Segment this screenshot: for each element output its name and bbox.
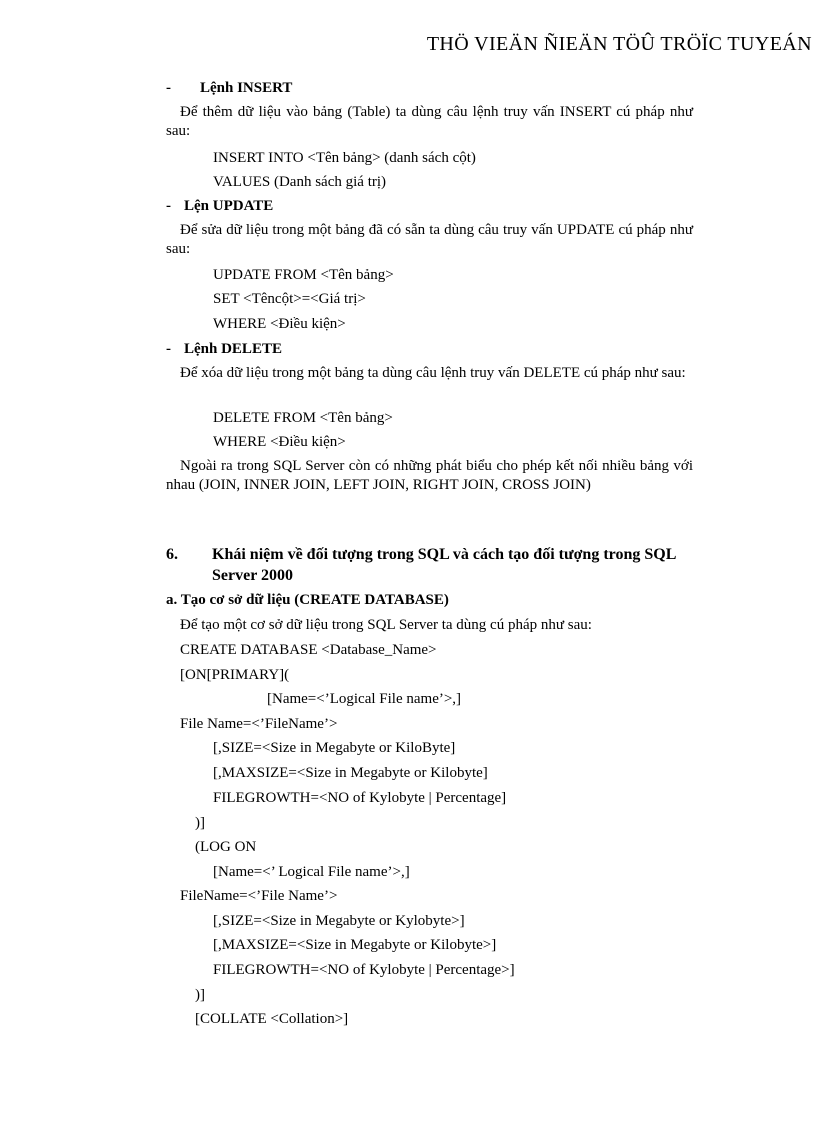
- section-6-title-line-1: [166, 545, 676, 564]
- subsection-a-heading: a. Tạo cơ sở dữ liệu (CREATE DATABASE): [166, 592, 449, 608]
- create-db-code-line-7: FILEGROWTH=<NO of Kylobyte | Percentage]: [213, 790, 507, 806]
- insert-code-line-2: VALUES (Danh sách giá trị): [213, 174, 387, 190]
- create-db-code-line-16: [COLLATE <Collation>]: [195, 1011, 349, 1027]
- create-db-code-line-6: [,MAXSIZE=<Size in Megabyte or Kilobyte]: [213, 765, 488, 781]
- update-heading: - Lện UPDATE: [166, 198, 274, 214]
- insert-heading: - Lệnh INSERT: [166, 80, 293, 96]
- section-6-title-text: Khái niệm về đối tượng trong SQL và cách tạo đối tượng trong SQL: [212, 546, 677, 563]
- insert-heading-text: Lệnh INSERT: [200, 80, 293, 96]
- update-description: Để sửa dữ liệu trong một bảng đã có sẵn ta dùng câu truy vấn UPDATE cú pháp như sau:: [166, 222, 693, 257]
- update-heading-text: Lện UPDATE: [184, 198, 274, 214]
- create-db-code-line-11: FileName=<’File Name’>: [180, 888, 338, 904]
- subsection-a-intro: Để tạo một cơ sở dữ liệu trong SQL Server ta dùng cú pháp như sau:: [180, 617, 592, 633]
- delete-heading: - Lệnh DELETE: [166, 341, 282, 357]
- update-code-line-3: WHERE <Điều kiện>: [213, 316, 346, 332]
- create-db-code-line-9: (LOG ON: [195, 839, 257, 855]
- update-code-line-1: UPDATE FROM <Tên bảng>: [213, 267, 394, 283]
- insert-description: Để thêm dữ liệu vào bảng (Table) ta dùng câu lệnh truy vấn INSERT cú pháp như sau:: [166, 104, 693, 139]
- create-db-code-line-12: [,SIZE=<Size in Megabyte or Kylobyte>]: [213, 913, 465, 929]
- create-db-code-line-8: )]: [195, 815, 205, 831]
- page-header: THÖ VIEÄN ÑIEÄN TÖÛ TRÖÏC TUYEÁN: [426, 33, 812, 55]
- section-6-number: 6.: [166, 546, 178, 563]
- join-note: Ngoài ra trong SQL Server còn có những phát biểu cho phép kết nối nhiều bảng với nhau (JOIN, INNER JOIN, LEFT JOIN, RIGHT JOIN, CROSS JOIN): [166, 458, 693, 493]
- delete-code-line-2: WHERE <Điều kiện>: [213, 434, 346, 450]
- create-db-code-line-15: )]: [195, 987, 205, 1003]
- delete-heading-text: Lệnh DELETE: [184, 341, 282, 357]
- insert-code-line-1: INSERT INTO <Tên bảng> (danh sách cột): [213, 150, 476, 166]
- create-db-code-line-10: [Name=<’ Logical File name’>,]: [213, 864, 410, 880]
- create-db-code-line-14: FILEGROWTH=<NO of Kylobyte | Percentage>]: [213, 962, 515, 978]
- create-db-code-line-13: [,MAXSIZE=<Size in Megabyte or Kilobyte>]: [213, 937, 497, 953]
- create-db-code-line-2: [ON[PRIMARY](: [180, 667, 290, 683]
- update-code-line-2: SET <Têncột>=<Giá trị>: [213, 291, 366, 307]
- create-db-code-line-1: CREATE DATABASE <Database_Name>: [180, 642, 437, 658]
- delete-code-line-1: DELETE FROM <Tên bảng>: [213, 410, 393, 426]
- section-6-title-line-2: Server 2000: [212, 567, 294, 584]
- create-db-code-line-4: File Name=<’FileName’>: [180, 716, 338, 732]
- create-db-code-line-3: [Name=<’Logical File name’>,]: [267, 691, 462, 707]
- create-db-code-line-5: [,SIZE=<Size in Megabyte or KiloByte]: [213, 740, 456, 756]
- delete-description: Để xóa dữ liệu trong một bảng ta dùng câu lệnh truy vấn DELETE cú pháp như sau:: [180, 365, 686, 381]
